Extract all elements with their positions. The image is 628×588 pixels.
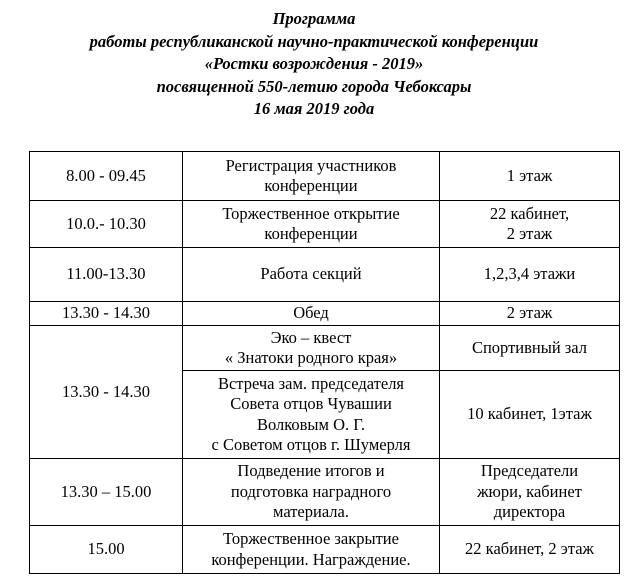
time-cell: 15.00 — [30, 526, 183, 574]
table-row — [30, 248, 620, 302]
header-dedication: посвященной 550-летию города Чебоксары — [156, 76, 472, 96]
header-title: Программа — [272, 9, 356, 28]
event-cell — [183, 248, 440, 302]
place-text: 2 этаж — [506, 303, 553, 323]
event-text: Регистрация участников — [225, 155, 397, 175]
event-text: Волковым О. Г. — [256, 414, 366, 434]
event-cell — [183, 459, 440, 526]
table-row — [30, 326, 620, 371]
place-cell — [440, 459, 620, 526]
event-cell — [183, 526, 440, 574]
event-text: подготовка наградного — [230, 481, 392, 501]
place-cell — [440, 302, 620, 326]
time-cell: 13.30 - 14.30 — [30, 326, 183, 459]
table-row — [30, 526, 620, 574]
place-text: 1 этаж — [506, 165, 553, 185]
table-row — [30, 152, 620, 201]
place-cell — [440, 152, 620, 201]
event-text: « Знатоки родного края» — [224, 348, 398, 367]
place-text: директора — [493, 502, 566, 522]
place-text: 22 кабинет, — [489, 203, 570, 223]
header-date: 16 мая 2019 года — [253, 99, 375, 118]
place-cell — [440, 201, 620, 248]
place-text: 10 кабинет, 1этаж — [467, 404, 592, 424]
place-cell — [440, 248, 620, 302]
place-text: 22 кабинет, 2 этаж — [465, 539, 594, 559]
header-subtitle: работы республиканской научно-практической конференции — [89, 31, 539, 51]
time-cell: 8.00 - 09.45 — [30, 152, 183, 201]
place-text: Председатели — [480, 461, 579, 481]
place-cell — [440, 526, 620, 574]
event-text: Обед — [293, 303, 329, 323]
event-text: Встреча зам. председателя — [217, 373, 405, 393]
time-cell: 13.30 - 14.30 — [30, 302, 183, 326]
event-text: Торжественное закрытие — [223, 529, 399, 548]
event-text: материала. — [273, 502, 349, 522]
place-text: 1,2,3,4 этажи — [483, 264, 576, 284]
place-cell — [440, 326, 620, 371]
table-row — [30, 201, 620, 248]
event-cell — [183, 371, 440, 459]
event-text: Торжественное открытие — [222, 203, 400, 223]
event-cell — [183, 326, 440, 371]
event-cell — [183, 302, 440, 326]
event-text: Работа секций — [260, 264, 362, 284]
event-text: Совета отцов Чувашии — [230, 394, 392, 413]
header-conference-name: «Ростки возрождения - 2019» — [204, 54, 424, 73]
place-text: жюри, кабинет — [477, 481, 582, 501]
event-text: с Советом отцов г. Шумерля — [211, 435, 411, 454]
time-cell: 13.30 – 15.00 — [30, 459, 183, 526]
event-text: Эко – квест — [270, 327, 352, 347]
table-row — [30, 302, 620, 326]
place-cell — [440, 371, 620, 459]
event-cell — [183, 201, 440, 248]
program-header — [0, 8, 628, 121]
time-cell: 10.0.- 10.30 — [30, 201, 183, 248]
event-text: Подведение итогов и — [237, 461, 385, 481]
place-text: Спортивный зал — [471, 337, 588, 357]
place-text: 2 этаж — [506, 224, 553, 243]
event-text: конференции. Награждение. — [211, 549, 411, 569]
program-table — [29, 151, 620, 574]
event-text: конференции — [264, 224, 358, 243]
table-row — [30, 459, 620, 526]
event-cell — [183, 152, 440, 201]
event-text: конференции — [264, 176, 358, 195]
time-cell: 11.00-13.30 — [30, 248, 183, 302]
